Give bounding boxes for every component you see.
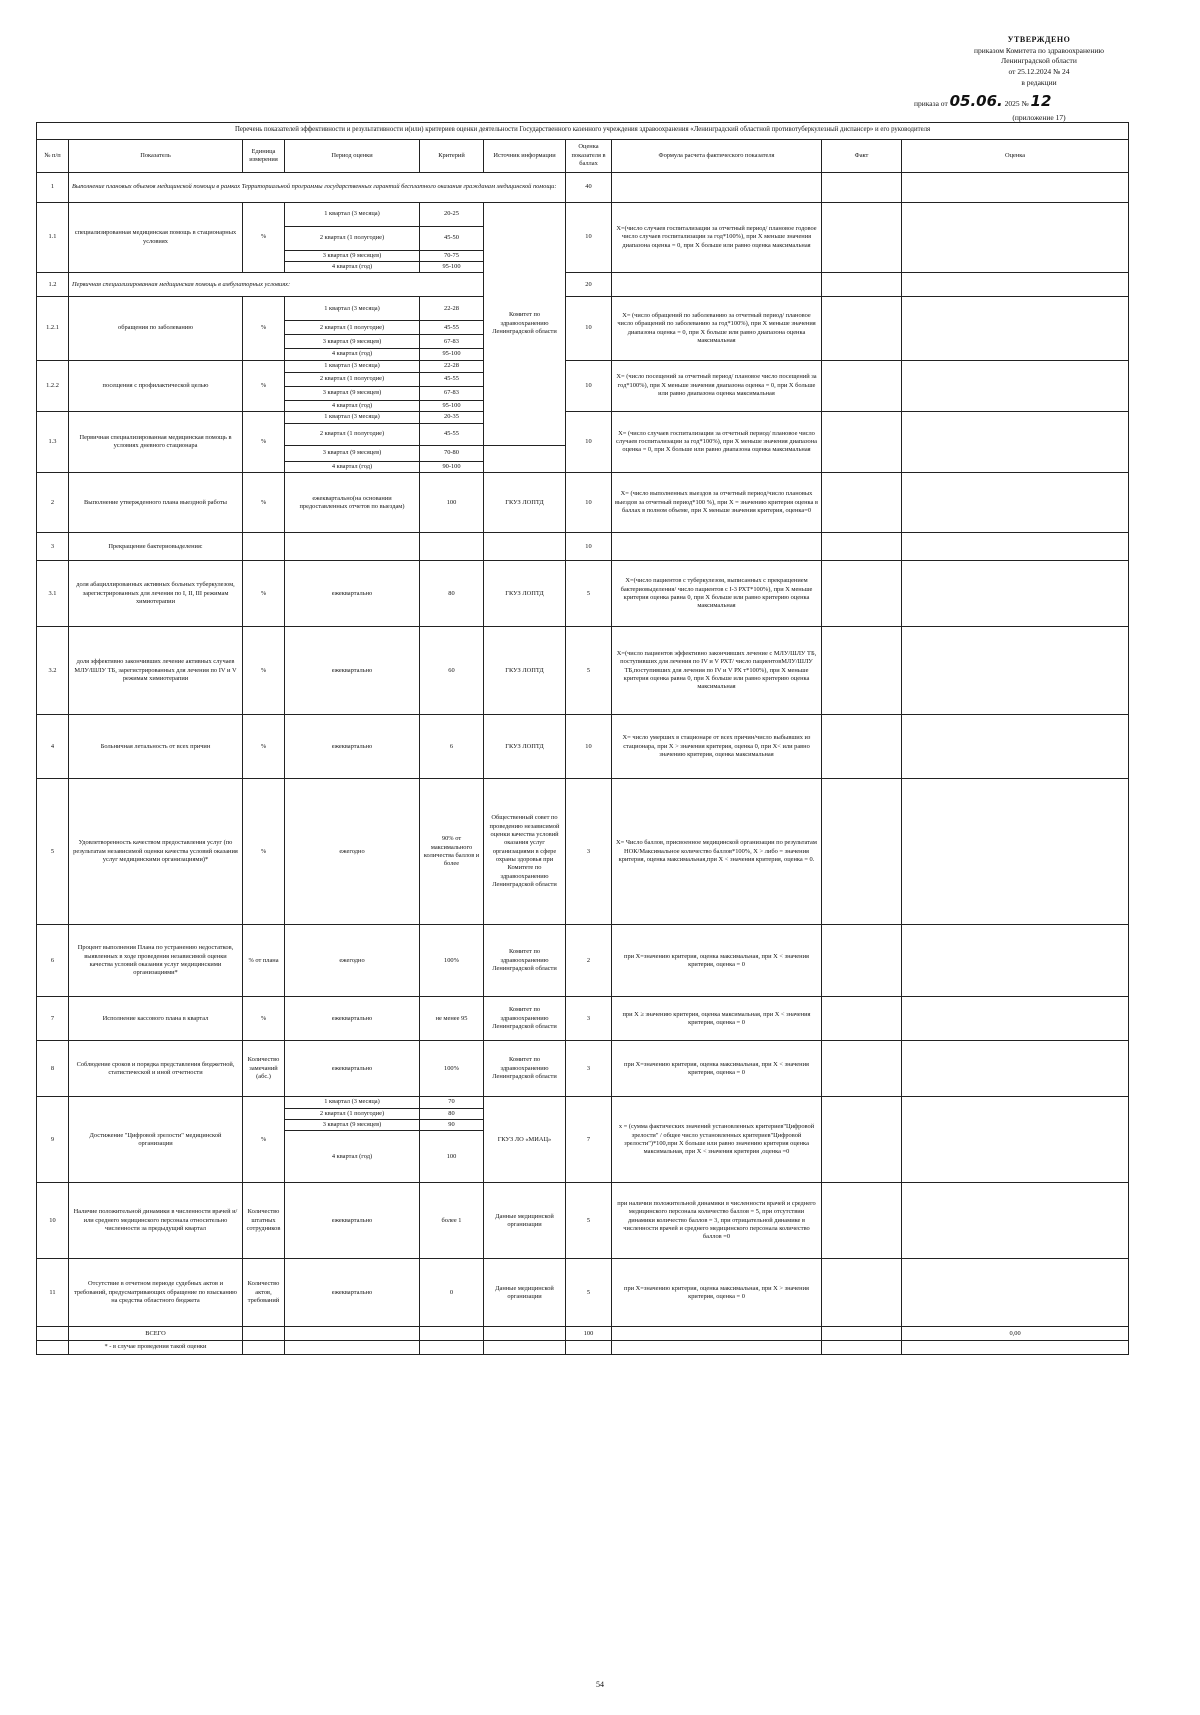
row-period: 3 квартал (9 месяцев) bbox=[285, 250, 420, 261]
table-row bbox=[37, 1183, 1129, 1259]
row-points: 5 bbox=[566, 627, 612, 715]
row-unit: % bbox=[243, 473, 285, 533]
table-row bbox=[37, 715, 1129, 779]
table-row bbox=[37, 1259, 1129, 1327]
row-period: ежеквартально(на основании предоставленных отчетов по выездам) bbox=[285, 473, 420, 533]
row-fact bbox=[822, 1259, 902, 1327]
row-source: ГКУЗ ЛОПТД bbox=[484, 473, 566, 533]
row-period: 4 квартал (год) bbox=[285, 462, 420, 473]
row-num: 10 bbox=[37, 1183, 69, 1259]
row-period: 1 квартал (3 месяца) bbox=[285, 202, 420, 226]
row-score bbox=[902, 1183, 1129, 1259]
row-unit: % bbox=[243, 297, 285, 360]
row-score bbox=[902, 715, 1129, 779]
row-num: 2 bbox=[37, 473, 69, 533]
row-criterion: 45-55 bbox=[420, 424, 484, 446]
row-fact bbox=[822, 273, 902, 297]
row-criterion: 95-100 bbox=[420, 262, 484, 273]
row-unit: Количество актов, требований bbox=[243, 1259, 285, 1327]
approval-signature-line bbox=[914, 91, 1164, 113]
row-score bbox=[902, 202, 1129, 273]
row-indicator: Больничная летальность от всех причин bbox=[69, 715, 243, 779]
row-num: 1 bbox=[37, 172, 69, 202]
total-empty bbox=[37, 1327, 69, 1341]
row-fact bbox=[822, 412, 902, 473]
row-formula: X=(число пациентов с туберкулезом, выписанных с прекращением бактериовыделения/ число пациентов с I-3 РХТ*100%), при X меньше критерия оценка равна 0, при X больше или равно критерию оценка максимальная bbox=[612, 561, 822, 627]
row-period: ежеквартально bbox=[285, 997, 420, 1041]
row-points: 2 bbox=[566, 925, 612, 997]
row-points: 20 bbox=[566, 273, 612, 297]
total-row bbox=[37, 1327, 1129, 1341]
row-period: ежеквартально bbox=[285, 627, 420, 715]
row-indicator: Отсутствие в отчетном периоде судебных актов и требований, предусматривающих обращение по взысканию на средства областного бюджета bbox=[69, 1259, 243, 1327]
col-criterion: Критерий bbox=[420, 139, 484, 172]
row-num: 9 bbox=[37, 1097, 69, 1183]
row-unit: Количество замечаний (абс.) bbox=[243, 1041, 285, 1097]
row-num: 3.1 bbox=[37, 561, 69, 627]
row-unit: % bbox=[243, 715, 285, 779]
row-score bbox=[902, 997, 1129, 1041]
total-score: 0,00 bbox=[902, 1327, 1129, 1341]
row-fact bbox=[822, 997, 902, 1041]
col-points: Оценка показателя в баллах bbox=[566, 139, 612, 172]
row-points: 10 bbox=[566, 473, 612, 533]
row-unit: % bbox=[243, 561, 285, 627]
row-period: ежегодно bbox=[285, 779, 420, 925]
row-source: Общественный совет по проведению независимой оценки качества условий оказания услуг организациями в сфере охраны здоровья при Комитете по здравоохранению Ленинградской области bbox=[484, 779, 566, 925]
row-period: ежеквартально bbox=[285, 1183, 420, 1259]
row-formula: X= Число баллов, присвоенное медицинской организации по результатам НОК/Максимальное количество баллов*100%, X > либо = значения критерия, оценка максимальная,при X < значения критерия, оценка = 0. bbox=[612, 779, 822, 925]
row-unit: % bbox=[243, 360, 285, 411]
row-score bbox=[902, 1259, 1129, 1327]
row-criterion: 60 bbox=[420, 627, 484, 715]
row-num: 1.1 bbox=[37, 202, 69, 273]
col-indicator: Показатель bbox=[69, 139, 243, 172]
row-period bbox=[285, 533, 420, 561]
row-fact bbox=[822, 779, 902, 925]
approval-title: УТВЕРЖДЕНО bbox=[1007, 35, 1071, 44]
row-criterion: 45-55 bbox=[420, 372, 484, 386]
row-period: 2 квартал (1 полугодие) bbox=[285, 321, 420, 335]
row-num: 1.2.1 bbox=[37, 297, 69, 360]
row-source: Комитет по здравоохранению Ленинградской области bbox=[484, 1041, 566, 1097]
row-score bbox=[902, 779, 1129, 925]
row-fact bbox=[822, 1097, 902, 1183]
total-points: 100 bbox=[566, 1327, 612, 1341]
row-num: 1.2.2 bbox=[37, 360, 69, 411]
indicators-table bbox=[36, 122, 1129, 1355]
table-row bbox=[37, 561, 1129, 627]
row-period: 3 квартал (9 месяцев) bbox=[285, 386, 420, 400]
approval-sig-date: 05.06. bbox=[949, 92, 1003, 111]
row-source: Комитет по здравоохранению Ленинградской области bbox=[484, 925, 566, 997]
row-points: 10 bbox=[566, 533, 612, 561]
row-criterion: более 1 bbox=[420, 1183, 484, 1259]
row-criterion: 100% bbox=[420, 925, 484, 997]
table-row bbox=[37, 533, 1129, 561]
row-source: ГКУЗ ЛОПТД bbox=[484, 715, 566, 779]
row-period: 2 квартал (1 полугодие) bbox=[285, 1108, 420, 1119]
row-points: 3 bbox=[566, 779, 612, 925]
col-num: № п/п bbox=[37, 139, 69, 172]
row-num: 3.2 bbox=[37, 627, 69, 715]
row-formula bbox=[612, 273, 822, 297]
row-criterion: 70-75 bbox=[420, 250, 484, 261]
row-points: 5 bbox=[566, 1183, 612, 1259]
row-formula bbox=[612, 533, 822, 561]
row-criterion: 100 bbox=[420, 473, 484, 533]
row-criterion: 90 bbox=[420, 1120, 484, 1131]
approval-line-2: Ленинградской области bbox=[1001, 56, 1077, 66]
row-unit: % bbox=[243, 779, 285, 925]
row-criterion: 67-83 bbox=[420, 335, 484, 349]
row-criterion: 95-100 bbox=[420, 349, 484, 360]
row-score bbox=[902, 360, 1129, 411]
row-num: 1.2 bbox=[37, 273, 69, 297]
row-num: 4 bbox=[37, 715, 69, 779]
row-formula: при X=значению критерия, оценка максимальная, при X > значения критерия, оценка = 0 bbox=[612, 1259, 822, 1327]
row-unit: % bbox=[243, 1097, 285, 1183]
row-period: 4 квартал (год) bbox=[285, 262, 420, 273]
table-row bbox=[37, 997, 1129, 1041]
table-row bbox=[37, 360, 1129, 372]
row-points: 10 bbox=[566, 297, 612, 360]
row-source bbox=[484, 533, 566, 561]
table-row bbox=[37, 627, 1129, 715]
row-fact bbox=[822, 925, 902, 997]
row-criterion: 95-100 bbox=[420, 400, 484, 411]
row-fact bbox=[822, 360, 902, 411]
col-source: Источник информации bbox=[484, 139, 566, 172]
row-criterion: 100 bbox=[420, 1131, 484, 1183]
row-score bbox=[902, 412, 1129, 473]
row-period: 3 квартал (9 месяцев) bbox=[285, 446, 420, 462]
row-score bbox=[902, 533, 1129, 561]
row-fact bbox=[822, 172, 902, 202]
row-points: 7 bbox=[566, 1097, 612, 1183]
row-criterion: 90-100 bbox=[420, 462, 484, 473]
row-period: 2 квартал (1 полугодие) bbox=[285, 372, 420, 386]
table-row bbox=[37, 202, 1129, 226]
row-unit: Количество штатных сотрудников bbox=[243, 1183, 285, 1259]
row-formula: при наличии положительной динамики в численности врачей и среднего медицинского персонала количество баллов = 5, при отсутствии динамики количество баллов = 3, при отрицательной динамике в численности врачей и среднего медицинского персонала количество баллов =0 bbox=[612, 1183, 822, 1259]
row-unit: % bbox=[243, 627, 285, 715]
row-fact bbox=[822, 297, 902, 360]
row-num: 1.3 bbox=[37, 412, 69, 473]
row-fact bbox=[822, 533, 902, 561]
row-points: 10 bbox=[566, 360, 612, 411]
footnote-row bbox=[37, 1341, 1129, 1354]
table-row bbox=[37, 1097, 1129, 1108]
row-period: 2 квартал (1 полугодие) bbox=[285, 226, 420, 250]
approval-line-3: от 25.12.2024 № 24 bbox=[1008, 67, 1070, 77]
approval-sig-prefix: приказа от bbox=[914, 99, 948, 109]
table-header-row bbox=[37, 139, 1129, 172]
col-score: Оценка bbox=[902, 139, 1129, 172]
row-period: 3 квартал (9 месяцев) bbox=[285, 335, 420, 349]
row-indicator: специализированная медицинская помощь в стационарных условиях bbox=[69, 202, 243, 273]
row-points: 3 bbox=[566, 997, 612, 1041]
row-formula: X= (число выполненных выездов за отчетный период/число плановых выездов за отчетный период*100 %), при X = значению критерия оценка в баллах в полном объеме, при X меньше значения критерия, оценка=0 bbox=[612, 473, 822, 533]
row-criterion: 6 bbox=[420, 715, 484, 779]
row-points: 5 bbox=[566, 561, 612, 627]
row-criterion: 45-50 bbox=[420, 226, 484, 250]
row-formula: при X=значению критерия, оценка максимальная, при X < значения критерия, оценка = 0 bbox=[612, 925, 822, 997]
row-score bbox=[902, 473, 1129, 533]
row-points: 5 bbox=[566, 1259, 612, 1327]
row-source: ГКУЗ ЛО «МИАЦ» bbox=[484, 1097, 566, 1183]
row-fact bbox=[822, 561, 902, 627]
row-period: ежеквартально bbox=[285, 561, 420, 627]
table-row bbox=[37, 779, 1129, 925]
row-points: 40 bbox=[566, 172, 612, 202]
col-period: Период оценки bbox=[285, 139, 420, 172]
row-indicator: Исполнение кассового плана в квартал bbox=[69, 997, 243, 1041]
row-criterion: 70-80 bbox=[420, 446, 484, 462]
row-points: 10 bbox=[566, 412, 612, 473]
row-indicator: Выполнение утвержденного плана выездной работы bbox=[69, 473, 243, 533]
row-num: 8 bbox=[37, 1041, 69, 1097]
row-indicator: Удовлетворенность качеством предоставления услуг (по результатам независимой оценки качества условий оказания услуг медицинскими организациями)* bbox=[69, 779, 243, 925]
row-num: 7 bbox=[37, 997, 69, 1041]
row-period: 2 квартал (1 полугодие) bbox=[285, 424, 420, 446]
row-criterion: 22-28 bbox=[420, 360, 484, 372]
total-label: ВСЕГО bbox=[69, 1327, 243, 1341]
row-period: 1 квартал (3 месяца) bbox=[285, 1097, 420, 1108]
row-period: 4 квартал (год) bbox=[285, 349, 420, 360]
row-indicator: Первичная специализированная медицинская помощь в условиях дневного стационара bbox=[69, 412, 243, 473]
col-formula: Формула расчета фактического показателя bbox=[612, 139, 822, 172]
row-unit: % bbox=[243, 997, 285, 1041]
row-indicator: доля абациллированных активных больных туберкулезом, зарегистрированных для лечения по I, II, III режимам химиотерапии bbox=[69, 561, 243, 627]
row-formula: X=(число пациентов эффективно закончивших лечение с МЛУ/ШЛУ ТБ, поступивших для лечения по IV и V РХТ/ число пациентовМЛУ/ШЛУ ТБ,поступивших для лечения по IV и V РХ т*100%), при X меньше критерия оценка равна 0, при X больше или равно критерию оценка максимальная bbox=[612, 627, 822, 715]
row-indicator: Процент выполнения Плана по устранению недостатков, выявленных в ходе проведения независимой оценки качества условий оказания услуг медицинскими организациями* bbox=[69, 925, 243, 997]
row-source: ГКУЗ ЛОПТД bbox=[484, 561, 566, 627]
row-unit: % bbox=[243, 202, 285, 273]
row-score bbox=[902, 925, 1129, 997]
row-period: ежегодно bbox=[285, 925, 420, 997]
row-period: ежеквартально bbox=[285, 1041, 420, 1097]
approval-sig-number: 12 bbox=[1030, 92, 1052, 111]
row-fact bbox=[822, 627, 902, 715]
row-unit: % от плана bbox=[243, 925, 285, 997]
row-score bbox=[902, 172, 1129, 202]
row-num: 5 bbox=[37, 779, 69, 925]
row-fact bbox=[822, 202, 902, 273]
row-period: 3 квартал (9 месяцев) bbox=[285, 1120, 420, 1131]
col-unit: Единица измерения bbox=[243, 139, 285, 172]
table-row bbox=[37, 473, 1129, 533]
row-num: 11 bbox=[37, 1259, 69, 1327]
row-formula: X= (число посещений за отчетный период/ плановое число посещений за год*100%), при X меньше значения диапазона оценка = 0, при X больше или равно диапазона оценка максимальная bbox=[612, 360, 822, 411]
col-fact: Факт bbox=[822, 139, 902, 172]
table-caption: Перечень показателей эффективности и результативности и(или) критериев оценки деятельности Государственного казенного учреждения здравоохранения «Ленинградский областной противотуберкулезный диспансер» и его руководителя bbox=[37, 123, 1129, 140]
row-num: 6 bbox=[37, 925, 69, 997]
row-criterion: 45-55 bbox=[420, 321, 484, 335]
row-formula: X= число умерших в стационаре от всех причин/число выбывших из стационара, при X > значения критерия, оценка 0, при X< или равно значению критерия, оценка максимальная bbox=[612, 715, 822, 779]
row-period: 4 квартал (год) bbox=[285, 1131, 420, 1183]
table-row bbox=[37, 412, 1129, 424]
row-fact bbox=[822, 715, 902, 779]
row-period: ежеквартально bbox=[285, 1259, 420, 1327]
row-criterion: 100% bbox=[420, 1041, 484, 1097]
row-score bbox=[902, 561, 1129, 627]
row-formula: X= (число обращений по заболеванию за отчетный период/ плановое число обращений по заболеванию за год*100%), при X меньше значения диапазона оценка = 0, при X больше или равно диапазона оценка максимальная bbox=[612, 297, 822, 360]
row-formula: X= (число случаев госпитализации за отчетный период/ плановое число случаев госпитализации за год*100%), при X меньше значения диапазона оценка = 0, при X больше или равно диапазона оценка максимальная bbox=[612, 412, 822, 473]
row-period: 1 квартал (3 месяца) bbox=[285, 412, 420, 424]
row-period: ежеквартально bbox=[285, 715, 420, 779]
table-row bbox=[37, 1041, 1129, 1097]
row-formula bbox=[612, 172, 822, 202]
row-period: 1 квартал (3 месяца) bbox=[285, 360, 420, 372]
row-fact bbox=[822, 1041, 902, 1097]
row-unit bbox=[243, 533, 285, 561]
row-formula: при X=значению критерия, оценка максимальная, при X < значения критерия, оценка = 0 bbox=[612, 1041, 822, 1097]
row-criterion: 80 bbox=[420, 1108, 484, 1119]
table-row bbox=[37, 297, 1129, 321]
row-score bbox=[902, 1097, 1129, 1183]
row-source: Данные медицинской организации bbox=[484, 1183, 566, 1259]
row-indicator: доля эффективно закончивших лечение активных случаев МЛУ/ШЛУ ТБ, зарегистрированных для лечения по IV и V режимам химиотерапии bbox=[69, 627, 243, 715]
row-points: 3 bbox=[566, 1041, 612, 1097]
row-formula: при X ≥ значению критерия, оценка максимальная, при X < значения критерия, оценка = 0 bbox=[612, 997, 822, 1041]
row-formula: x = (сумма фактических значений установленных критериев"Цифровой зрелости" / общее число установленных критериев"Цифровой зрелости")*100,при X больше или равно значению критерия оценка максимальная, при X < значения критерия ,оценка =0 bbox=[612, 1097, 822, 1183]
table-row bbox=[37, 172, 1129, 202]
row-source: Комитет по здравоохранению Ленинградской области bbox=[484, 997, 566, 1041]
row-indicator: Выполнение плановых объемов медицинской помощи в рамках Территориальной программы государственных гарантий бесплатного оказания гражданам медицинской помощи: bbox=[69, 172, 566, 202]
row-period: 1 квартал (3 месяца) bbox=[285, 297, 420, 321]
row-fact bbox=[822, 473, 902, 533]
row-source: Данные медицинской организации bbox=[484, 1259, 566, 1327]
row-formula: X=(число случаев госпитализации за отчетный период/ плановое годовое число случаев госпитализации за год*100%), при X меньше значения диапазона оценка = 0, при X больше или равно оценка максимальная bbox=[612, 202, 822, 273]
row-criterion: 67-83 bbox=[420, 386, 484, 400]
row-criterion: 0 bbox=[420, 1259, 484, 1327]
row-criterion: 20-35 bbox=[420, 412, 484, 424]
row-unit: % bbox=[243, 412, 285, 473]
approval-appendix: (приложение 17) bbox=[1012, 112, 1066, 122]
approval-line-4: в редакции bbox=[1021, 78, 1057, 88]
row-criterion: 20-25 bbox=[420, 202, 484, 226]
row-num: 3 bbox=[37, 533, 69, 561]
table-row bbox=[37, 925, 1129, 997]
row-criterion: 80 bbox=[420, 561, 484, 627]
row-criterion: не менее 95 bbox=[420, 997, 484, 1041]
row-score bbox=[902, 627, 1129, 715]
row-fact bbox=[822, 1183, 902, 1259]
row-source: Комитет по здравоохранению Ленинградской области bbox=[484, 202, 566, 445]
row-indicator: Первичная специализированная медицинская помощь в амбулаторных условиях: bbox=[69, 273, 484, 297]
row-indicator: обращения по заболеванию bbox=[69, 297, 243, 360]
row-points: 10 bbox=[566, 715, 612, 779]
footnote: * - в случае проведения такой оценки bbox=[69, 1341, 243, 1354]
row-score bbox=[902, 273, 1129, 297]
row-source: ГКУЗ ЛОПТД bbox=[484, 627, 566, 715]
approval-block bbox=[914, 34, 1164, 124]
row-criterion: 70 bbox=[420, 1097, 484, 1108]
row-period: 4 квартал (год) bbox=[285, 400, 420, 411]
approval-sig-year: 2025 № bbox=[1004, 99, 1029, 109]
page-number: 54 bbox=[596, 1680, 604, 1689]
table-row bbox=[37, 273, 1129, 297]
approval-line-1: приказом Комитета по здравоохранению bbox=[974, 45, 1104, 55]
row-criterion: 90% от максимального количества баллов и более bbox=[420, 779, 484, 925]
row-criterion bbox=[420, 533, 484, 561]
row-score bbox=[902, 1041, 1129, 1097]
row-indicator: Наличие положительной динамики в численности врачей и/или среднего медицинского персонала относительно численности за предыдущий квартал bbox=[69, 1183, 243, 1259]
row-indicator: Достижение "Цифровой зрелости" медицинской организации bbox=[69, 1097, 243, 1183]
row-score bbox=[902, 297, 1129, 360]
row-indicator: посещения с профилактической целью bbox=[69, 360, 243, 411]
row-indicator: Соблюдение сроков и порядка представления бюджетной, статистической и иной отчетности bbox=[69, 1041, 243, 1097]
row-criterion: 22-28 bbox=[420, 297, 484, 321]
row-points: 10 bbox=[566, 202, 612, 273]
row-indicator: Прекращение бактериовыделения: bbox=[69, 533, 243, 561]
